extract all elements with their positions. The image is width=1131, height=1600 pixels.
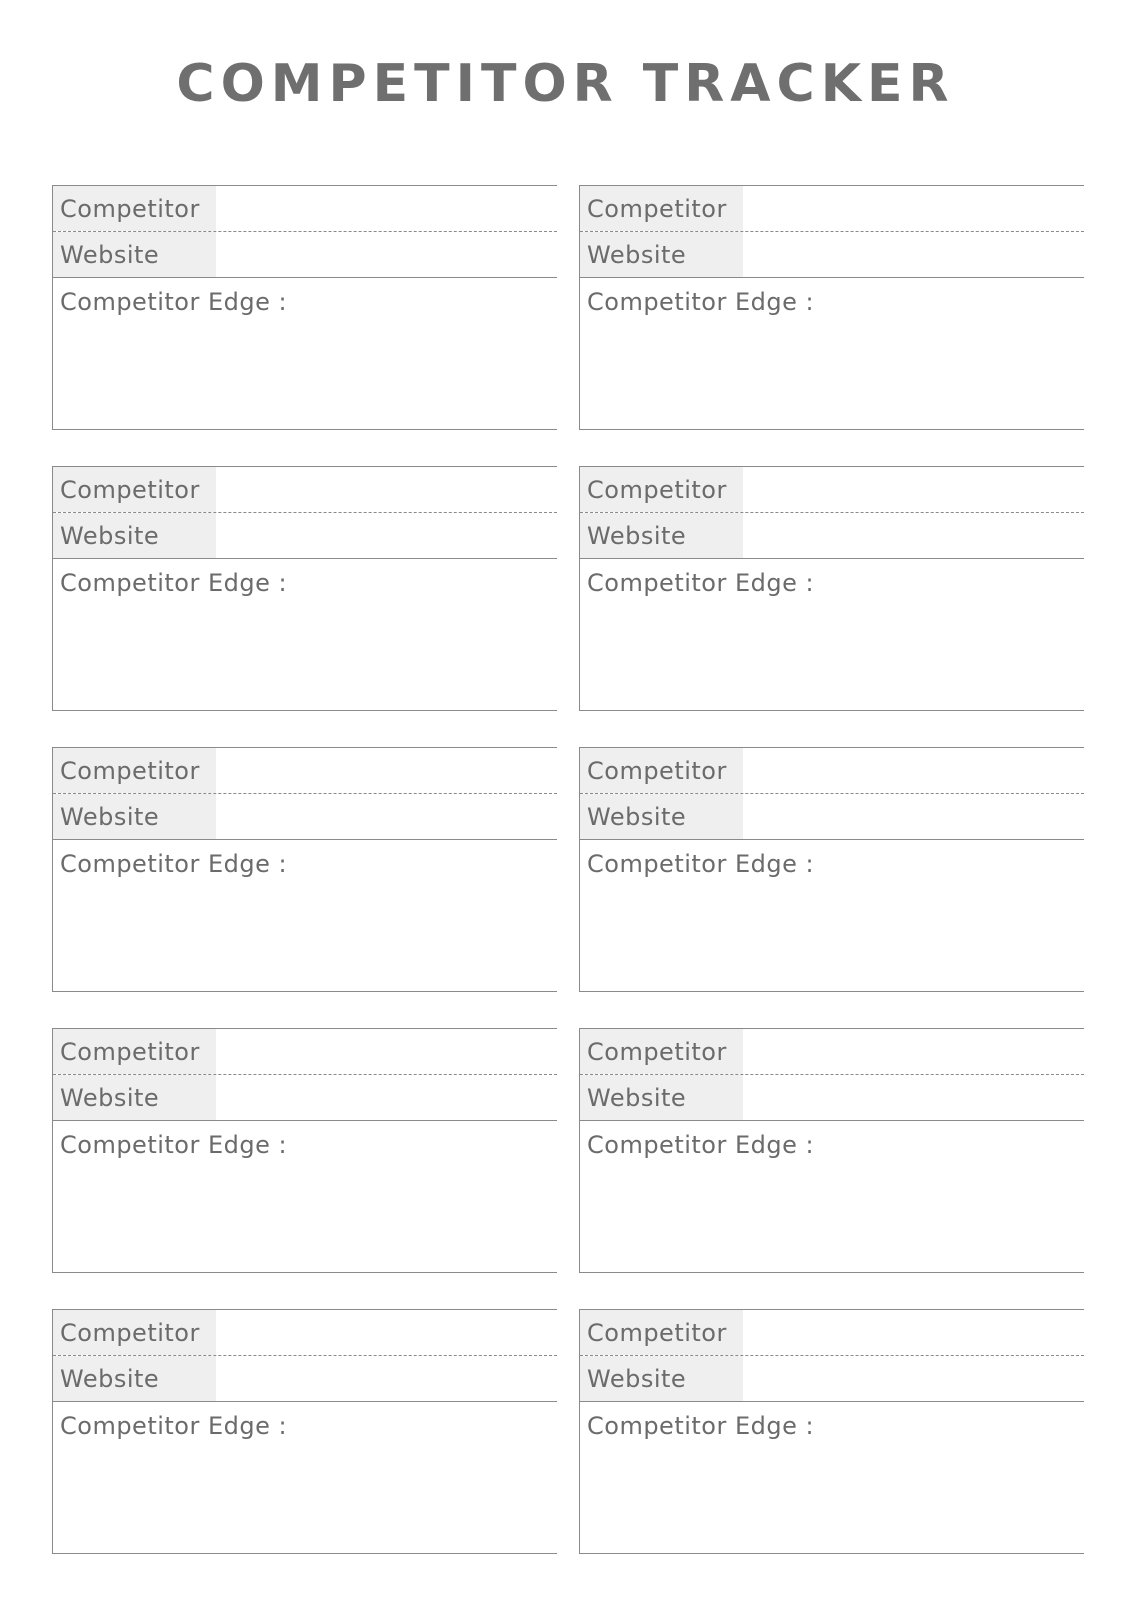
competitor-edge-label: Competitor Edge : xyxy=(587,569,815,597)
competitor-label: Competitor xyxy=(580,1029,743,1074)
competitor-row xyxy=(580,186,1084,232)
website-label: Website xyxy=(580,1075,743,1120)
competitor-field[interactable] xyxy=(743,1310,1084,1355)
competitor-row xyxy=(580,1029,1084,1075)
competitor-field[interactable] xyxy=(216,1310,557,1355)
competitor-edge-label: Competitor Edge : xyxy=(587,1131,815,1159)
competitor-field[interactable] xyxy=(743,186,1084,231)
website-label: Website xyxy=(53,1356,216,1401)
website-row xyxy=(53,1075,557,1121)
competitor-label: Competitor xyxy=(580,1310,743,1355)
website-field[interactable] xyxy=(216,794,557,839)
competitor-card xyxy=(52,747,557,992)
website-label: Website xyxy=(53,513,216,558)
competitor-card xyxy=(579,466,1084,711)
competitor-card xyxy=(579,185,1084,430)
website-row xyxy=(580,232,1084,278)
competitor-edge-label: Competitor Edge : xyxy=(587,1412,815,1440)
competitor-edge-area[interactable] xyxy=(53,559,557,597)
competitor-field[interactable] xyxy=(743,1029,1084,1074)
website-label: Website xyxy=(53,1075,216,1120)
website-field[interactable] xyxy=(216,1075,557,1120)
competitor-row xyxy=(53,748,557,794)
competitor-row xyxy=(53,1310,557,1356)
competitor-edge-area[interactable] xyxy=(53,840,557,878)
website-row xyxy=(580,1356,1084,1402)
website-field[interactable] xyxy=(216,1356,557,1401)
competitor-edge-label: Competitor Edge : xyxy=(587,288,815,316)
competitor-edge-label: Competitor Edge : xyxy=(60,1412,288,1440)
page-title: COMPETITOR TRACKER xyxy=(176,54,955,114)
competitor-card xyxy=(52,185,557,430)
website-row xyxy=(53,794,557,840)
competitor-row xyxy=(53,467,557,513)
competitor-row xyxy=(580,748,1084,794)
competitor-label: Competitor xyxy=(53,1029,216,1074)
competitor-edge-label: Competitor Edge : xyxy=(60,288,288,316)
website-label: Website xyxy=(580,232,743,277)
website-label: Website xyxy=(580,794,743,839)
website-field[interactable] xyxy=(743,513,1084,558)
tracker-grid xyxy=(52,185,1084,1554)
competitor-row xyxy=(53,1029,557,1075)
competitor-card xyxy=(52,466,557,711)
competitor-row xyxy=(580,467,1084,513)
competitor-field[interactable] xyxy=(216,748,557,793)
competitor-edge-label: Competitor Edge : xyxy=(60,569,288,597)
competitor-edge-area[interactable] xyxy=(580,1402,1084,1440)
competitor-field[interactable] xyxy=(216,186,557,231)
website-label: Website xyxy=(53,232,216,277)
competitor-label: Competitor xyxy=(53,748,216,793)
competitor-label: Competitor xyxy=(53,1310,216,1355)
website-row xyxy=(580,1075,1084,1121)
website-field[interactable] xyxy=(743,1075,1084,1120)
competitor-edge-area[interactable] xyxy=(580,1121,1084,1159)
competitor-card xyxy=(52,1309,557,1554)
competitor-field[interactable] xyxy=(743,467,1084,512)
competitor-edge-label: Competitor Edge : xyxy=(60,850,288,878)
competitor-edge-label: Competitor Edge : xyxy=(60,1131,288,1159)
website-label: Website xyxy=(580,1356,743,1401)
website-label: Website xyxy=(53,794,216,839)
website-field[interactable] xyxy=(743,232,1084,277)
competitor-card xyxy=(579,747,1084,992)
competitor-edge-area[interactable] xyxy=(580,559,1084,597)
competitor-edge-area[interactable] xyxy=(53,278,557,316)
competitor-label: Competitor xyxy=(580,467,743,512)
competitor-field[interactable] xyxy=(216,467,557,512)
website-field[interactable] xyxy=(216,232,557,277)
competitor-edge-area[interactable] xyxy=(580,840,1084,878)
website-row xyxy=(53,1356,557,1402)
competitor-label: Competitor xyxy=(580,748,743,793)
website-field[interactable] xyxy=(216,513,557,558)
website-row xyxy=(53,513,557,559)
website-field[interactable] xyxy=(743,1356,1084,1401)
competitor-field[interactable] xyxy=(743,748,1084,793)
competitor-edge-area[interactable] xyxy=(53,1402,557,1440)
website-row xyxy=(580,794,1084,840)
competitor-row xyxy=(53,186,557,232)
website-field[interactable] xyxy=(743,794,1084,839)
website-row xyxy=(53,232,557,278)
competitor-card xyxy=(52,1028,557,1273)
competitor-label: Competitor xyxy=(53,467,216,512)
competitor-label: Competitor xyxy=(53,186,216,231)
competitor-edge-area[interactable] xyxy=(53,1121,557,1159)
website-row xyxy=(580,513,1084,559)
competitor-row xyxy=(580,1310,1084,1356)
competitor-edge-area[interactable] xyxy=(580,278,1084,316)
competitor-field[interactable] xyxy=(216,1029,557,1074)
website-label: Website xyxy=(580,513,743,558)
competitor-card xyxy=(579,1028,1084,1273)
competitor-edge-label: Competitor Edge : xyxy=(587,850,815,878)
competitor-label: Competitor xyxy=(580,186,743,231)
competitor-card xyxy=(579,1309,1084,1554)
